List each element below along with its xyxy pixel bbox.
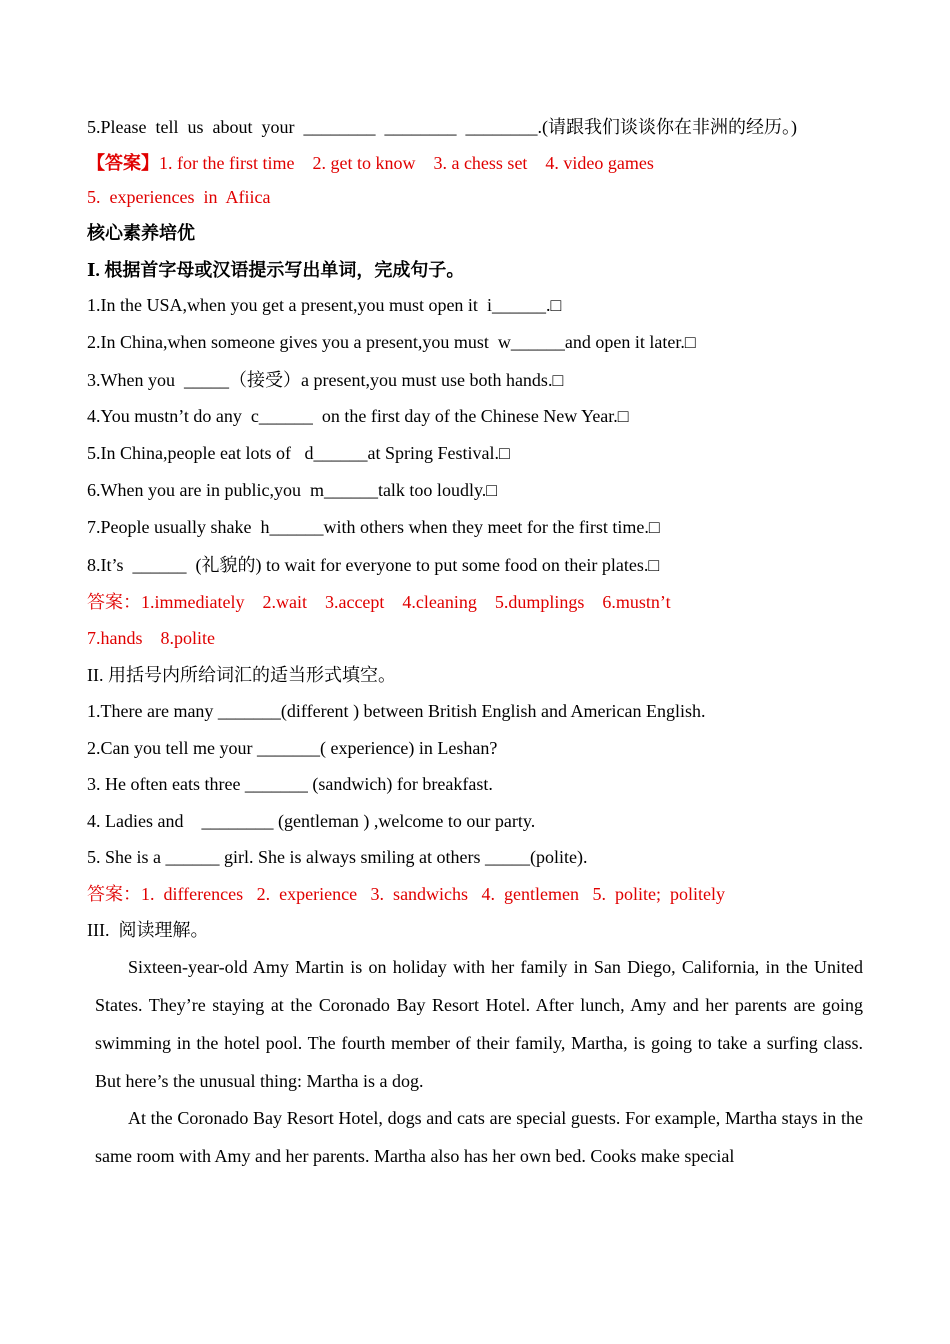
part1-item: 8.It’s ______ (礼貌的) to wait for everyone to put some food on their plates.□ [87,555,660,575]
part1-item: 1.In the USA,when you get a present,you must open it i______.□ [87,295,562,315]
part1-answer-line-1: 答案：1.immediately 2.wait 3.accept 4.cleaning 5.dumplings 6.mustn’t [87,592,671,612]
part1-answer-line-2: 7.hands 8.polite [87,628,215,648]
reading-paragraph-1: Sixteen-year-old Amy Martin is on holiday with her family in San Diego, California, in the United States. They’re staying at the Coronado Bay Resort Hotel. After lunch, Amy and her parents are going swimming in the hotel pool. The fourth member of their family, Martha, is going to take a surfing class. But here’s the unusual thing: Martha is a dog. [95,957,863,1091]
part1-item: 3.When you _____（接受）a present,you must use both hands.□ [87,370,564,390]
part2-item: 2.Can you tell me your _______( experience) in Leshan? [87,738,498,758]
part2-item: 3. He often eats three _______ (sandwich) for breakfast. [87,774,493,794]
part1-item: 2.In China,when someone gives you a present,you must w______and open it later.□ [87,332,696,352]
part1-item: 6.When you are in public,you m______talk too loudly.□ [87,480,498,500]
part2-answer: 答案：1. differences 2. experience 3. sandwichs 4. gentlemen 5. polite; politely [87,884,726,904]
answer-line-1 [87,151,654,175]
part1-item: 7.People usually shake h______with others when they meet for the first time.□ [87,517,660,537]
question-5-line: 5.Please tell us about your ________ ________ ________.(请跟我们谈谈你在非洲的经历。) [87,117,797,137]
answer-line-2: 5. experiences in Afiica [87,187,271,207]
part1-heading: Ⅰ. 根据首字母或汉语提示写出单词，完成句子。 [87,260,465,280]
part3-heading: III. 阅读理解。 [87,920,209,940]
answer-tag: 【答案】 [87,153,159,173]
part2-item: 4. Ladies and ________ (gentleman ) ,welcome to our party. [87,811,536,831]
part2-heading: II. 用括号内所给词汇的适当形式填空。 [87,665,396,685]
part1-item: 4.You mustn’t do any c______ on the first day of the Chinese New Year.□ [87,406,629,426]
part1-item: 5.In China,people eat lots of d______at Spring Festival.□ [87,443,510,463]
reading-paragraph-2: At the Coronado Bay Resort Hotel, dogs and cats are special guests. For example, Martha stays in the same room with Amy and her parents. Martha also has her own bed. Cooks make special [95,1108,863,1166]
part2-item: 5. She is a ______ girl. She is always smiling at others _____(polite). [87,847,588,867]
answer-text: 1. for the first time 2. get to know 3. a chess set 4. video games [159,153,654,173]
section-title: 核心素养培优 [87,223,195,243]
part2-item: 1.There are many _______(different ) between British English and American English. [87,701,706,721]
